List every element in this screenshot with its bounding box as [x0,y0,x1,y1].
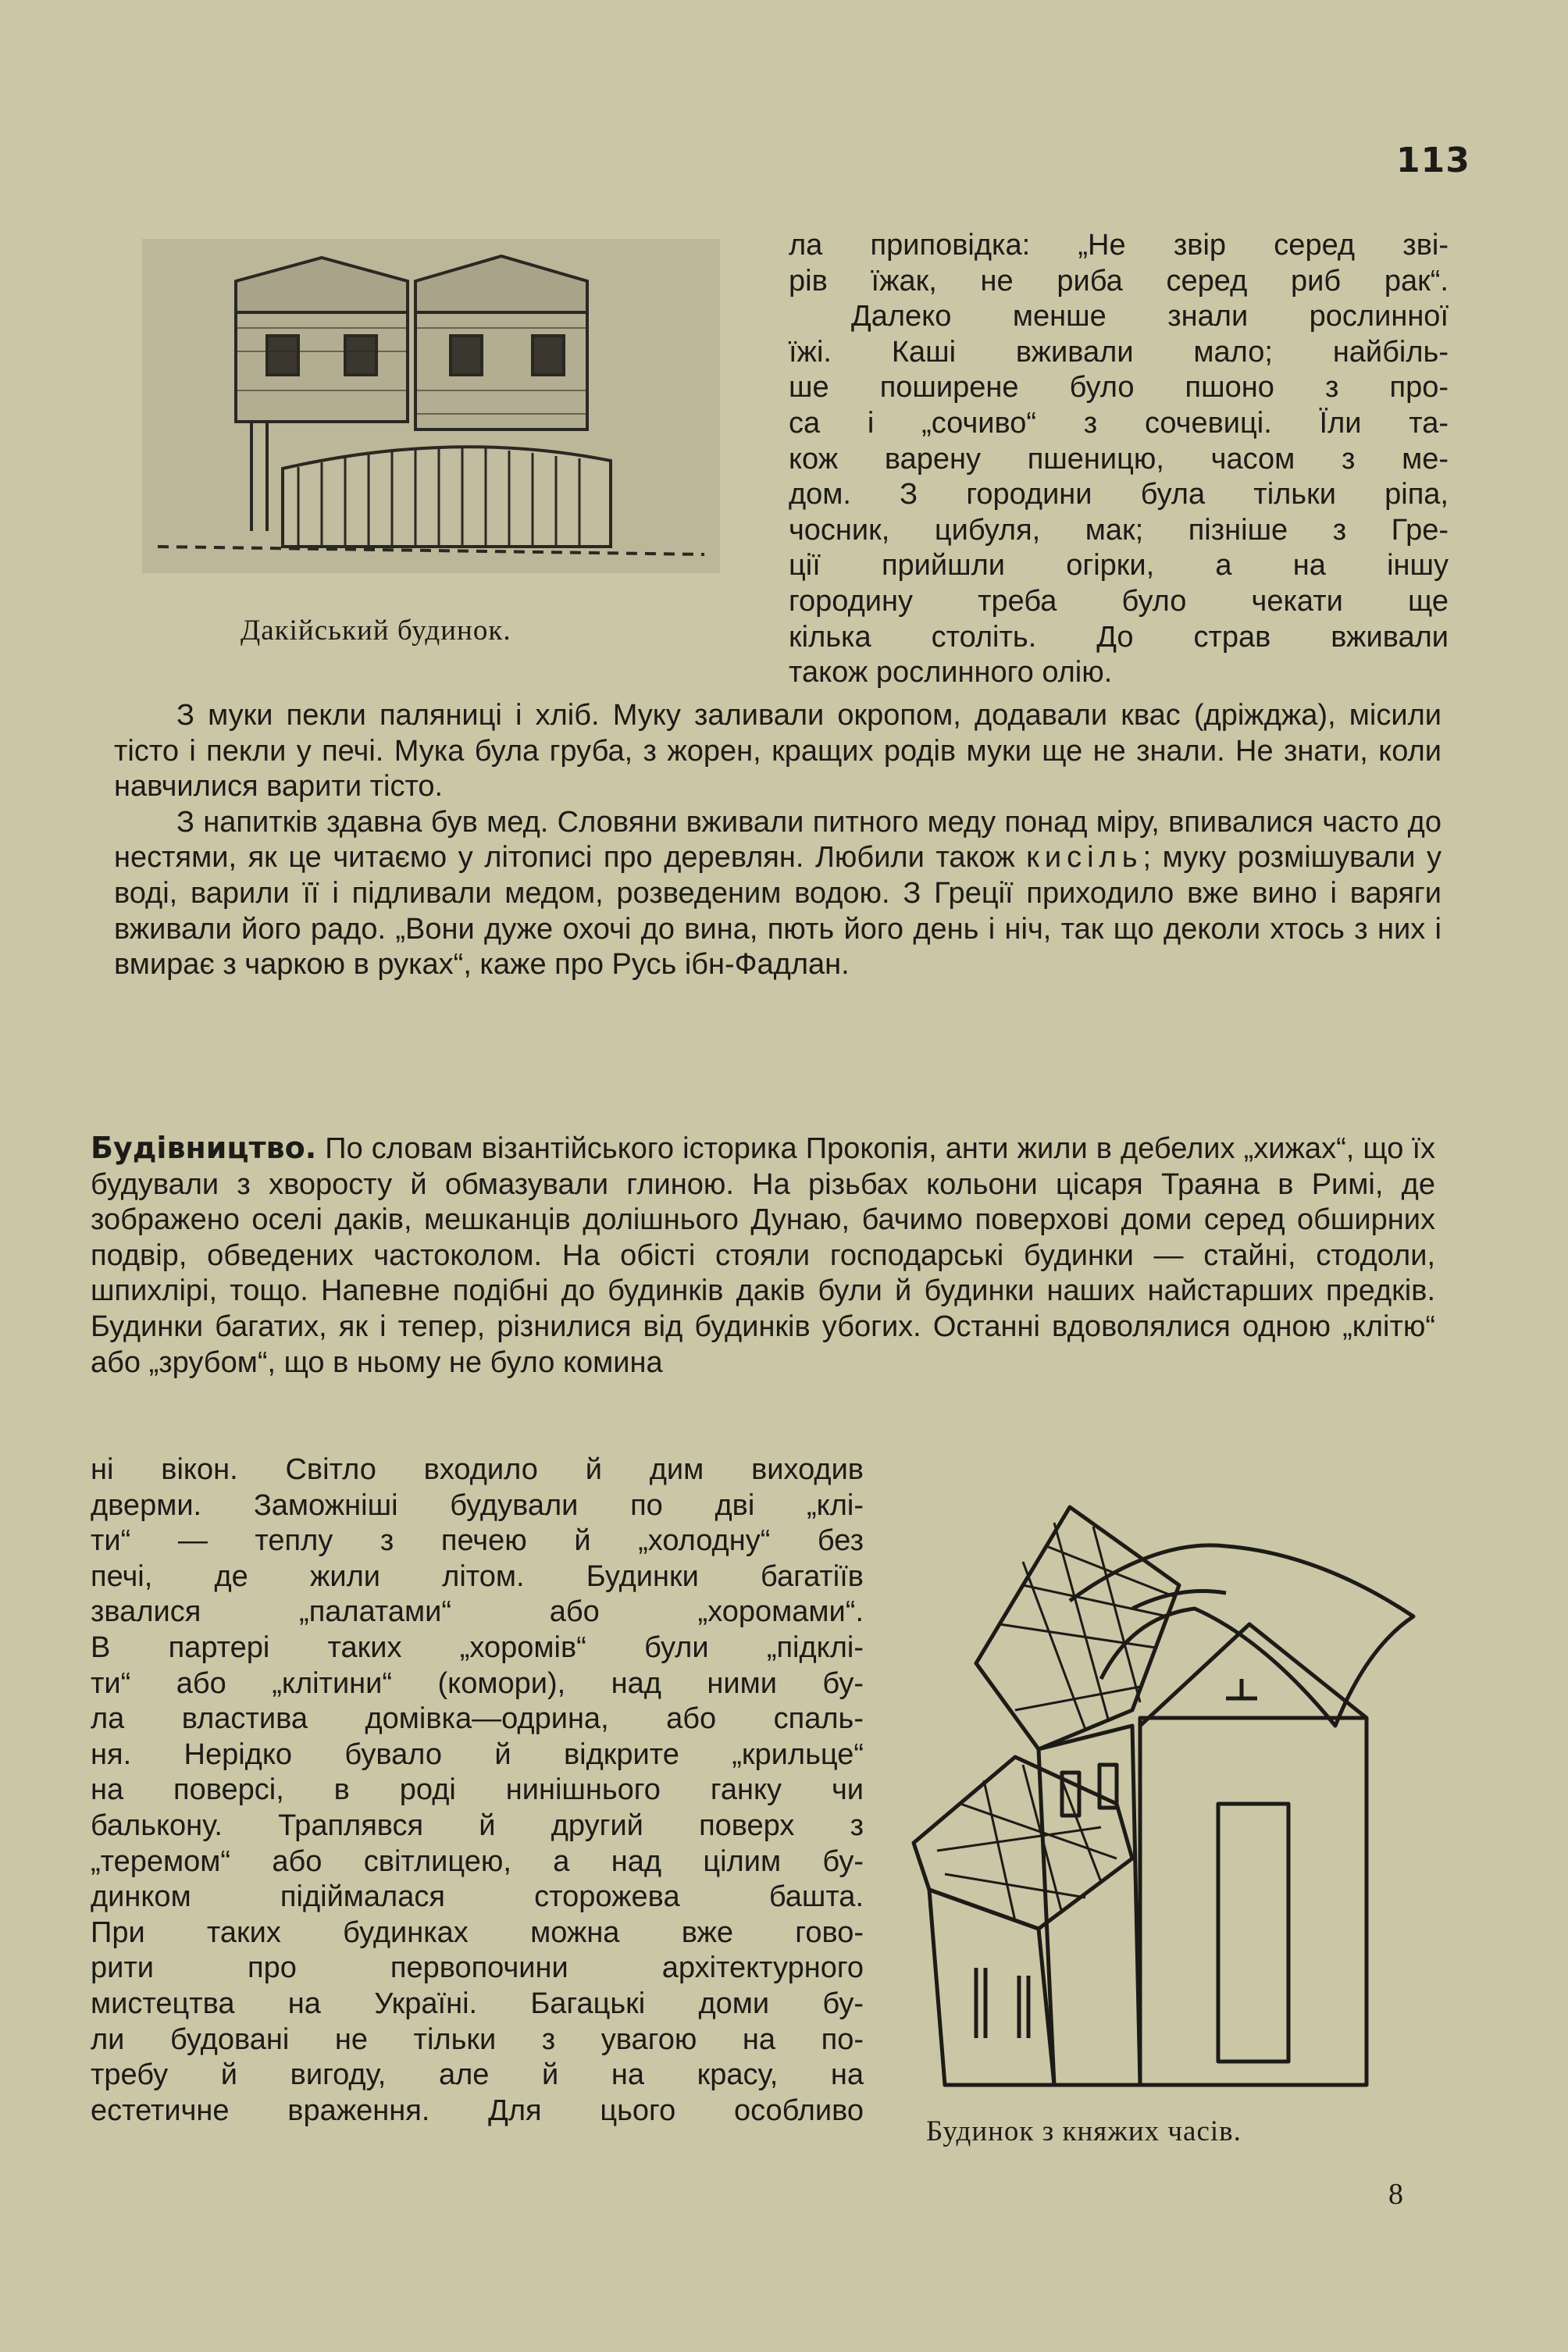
side-line: са і „сочиво“ з сочевиці. Їли та- [789,406,1449,440]
side-line: чосник, цибуля, мак; пізніше з Гре- [789,513,1449,547]
princely-house-illustration [898,1491,1429,2093]
narrow-line: ня. Нерідко бувало й відкрите „крильце“ [91,1737,864,1771]
section-building [91,1131,1435,1381]
narrow-line: печі, де жили літом. Будинки багатіїв [91,1559,864,1593]
narrow-line: мистецтва на Україні. Багацькі доми бу- [91,1987,864,2020]
side-line: кілька століть. До страв вживали [789,620,1449,654]
page-number: 113 [1396,141,1470,180]
side-line: кож варену пшеницю, часом з ме- [789,442,1449,476]
side-line: ції прийшли огірки, а на іншу [789,549,1449,583]
narrow-line: В партері таких „хоромів“ були „підклі- [91,1630,864,1664]
paragraphs-food [114,698,1441,983]
side-line: ше поширене було пшоно з про- [789,371,1449,404]
narrow-line: ні вікон. Світло входило й дим виходив [91,1453,864,1486]
narrow-line: естетичне враження. Для цього особливо [91,2094,864,2127]
narrow-line: звалися „палатами“ або „хоромами“. [91,1595,864,1629]
princely-house-caption: Будинок з княжих часів. [926,2115,1242,2147]
narrow-line: ла властива домівка—одрина, або спаль- [91,1702,864,1736]
section-narrow-text [91,1452,864,2129]
side-line: городину треба було чекати ще [789,584,1449,618]
drinks-text-start: З напитків здавна був мед. Словяни вживали питного меду понад міру, впивалися часто до нестями, як це читаємо у літописі про деревлян. Любили також [114,805,1441,875]
section-heading: Будівництво. [91,1131,317,1165]
side-column-text [789,228,1449,691]
narrow-line: дверми. Заможніші будували по дві „клі- [91,1488,864,1522]
narrow-line: ти“ або „клітини“ (комори), над ними бу- [91,1666,864,1700]
signature-mark: 8 [1388,2178,1403,2211]
side-line: рів їжак, не риба серед риб рак“. [789,264,1449,298]
narrow-line: на поверсі, в роді нинішнього ганку чи [91,1773,864,1807]
narrow-line: динком підіймалася сторожева башта. [91,1880,864,1914]
narrow-line: рити про первопочини архітектурного [91,1951,864,1985]
section-intro [91,1131,1435,1381]
dacian-house-caption: Дакійський будинок. [241,615,511,647]
dacian-house-illustration [142,234,720,578]
side-line: також рослинного олію. [789,656,1113,690]
side-line: дом. З городини була тільки ріпа, [789,478,1449,511]
drinks-text-end: ; муку розмішували у воді, варили її і підливали медом, розведеним водою. З Греції приходило вже вино і варяги вживали його радо. „Вони дуже охочі до вина, пють його день і ніч, так що деколи хтось з них і вмирає з чаркою в руках“, каже про Русь ібн-Фадлан. [114,841,1441,982]
side-line: Далеко менше знали рослинної [851,300,1449,333]
paragraph-drinks [114,805,1441,983]
side-line: ла приповідка: „Не звір серед зві- [789,229,1449,262]
narrow-line: При таких будинках можна вже гово- [91,1915,864,1949]
paragraph-bread: З муки пекли паляниці і хліб. Муку заливали окропом, додавали квас (дріжджа), місили тісто і пекли у печі. Мука була груба, з жорен, кращих родів муки ще не знали. Не знати, коли навчилися варити тісто. [114,699,1441,804]
narrow-line: „теремом“ або світлицею, а над цілим бу- [91,1844,864,1878]
narrow-line: балькону. Траплявся й другий поверх з [91,1809,864,1842]
narrow-line: ти“ — теплу з печею й „холодну“ без [91,1524,864,1558]
narrow-line: ли будовані не тільки з увагою на по- [91,2022,864,2056]
section-intro-text: По словам візантійського історика Прокопія, анти жили в дебелих „хижах“, що їх будували з хворосту й обмазували глиною. На різьбах кольони цісаря Траяна в Римі, де зображено оселі даків, мешканців долішнього Дунаю, бачимо поверхові доми серед обширних подвір, обведених частоколом. На обісті стояли господарські будинки — стайні, стодоли, шпихлірі, тощо. Напевне подібні до будинків даків були й будинки наших найстарших предків. Будинки багатих, як і тепер, різнилися від будинків убогих. Останні вдоволялися одною „клітю“ або „зрубом“, що в ньому не було комина [91,1132,1436,1379]
side-line: їжі. Каші вживали мало; найбіль- [789,335,1449,369]
narrow-line: требу й вигоду, але й на красу, на [91,2058,864,2092]
drinks-spaced-word: кисіль [1026,841,1143,875]
